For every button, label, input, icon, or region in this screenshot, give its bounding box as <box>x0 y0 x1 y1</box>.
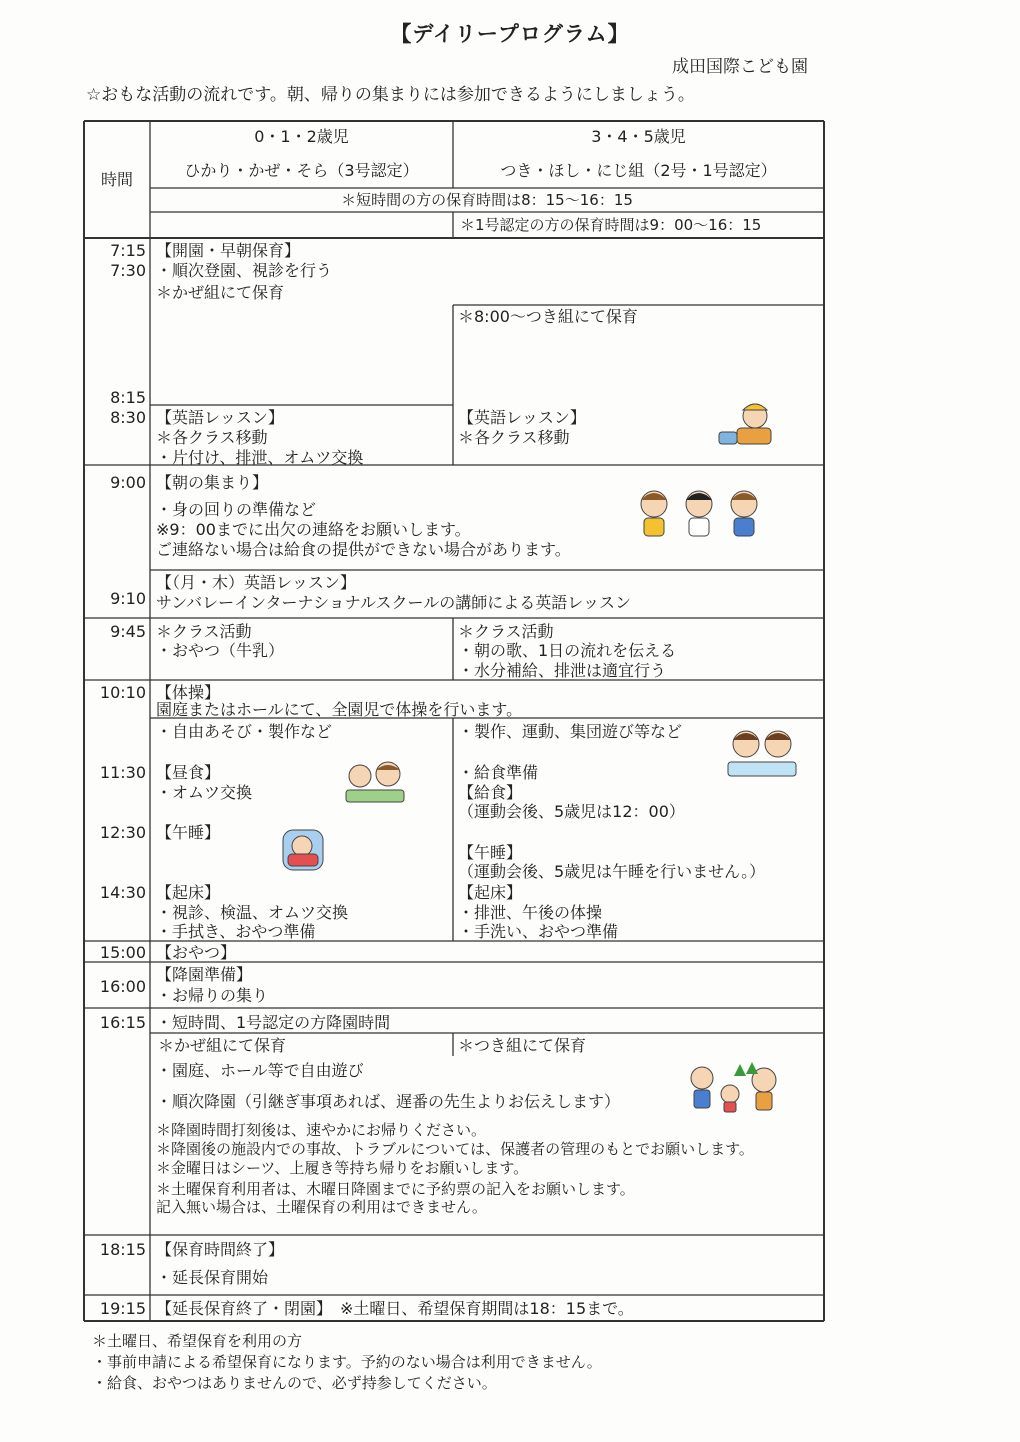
english-left-title: 【英語レッスン】 <box>156 408 284 427</box>
col2-classes: つき・ほし・にじ組（2号・1号認定） <box>500 161 777 180</box>
time-1815: 18:15 <box>99 1240 146 1259</box>
wake-left-2: ・手拭き、おやつ準備 <box>156 922 316 941</box>
class-left-2: ・おやつ（牛乳） <box>156 641 285 660</box>
wake-right-1: ・排泄、午後の体操 <box>458 903 603 922</box>
free-play-left: ・自由あそび・製作など <box>156 722 333 741</box>
lunch-left-title: 【昼食】 <box>156 763 221 782</box>
time-0815: 8:15 <box>110 388 146 407</box>
english-right-title: 【英語レッスン】 <box>458 408 586 427</box>
gym-title: 【体操】 <box>156 683 221 702</box>
morning-1: ・身の回りの準備など <box>156 500 317 519</box>
page-title: 【デイリープログラム】 <box>390 22 630 46</box>
time-1500: 15:00 <box>99 943 146 962</box>
snack-title: 【おやつ】 <box>156 943 237 962</box>
lunch-left-1: ・オムツ交換 <box>156 783 253 802</box>
class-left-1: ＊クラス活動 <box>156 622 252 641</box>
time-1430: 14:30 <box>99 883 146 902</box>
time-0900: 9:00 <box>110 473 146 492</box>
class-right-1: ＊クラス活動 <box>458 622 554 641</box>
intro-text: ☆おもな活動の流れです。朝、帰りの集まりには参加できるようにしましょう。 <box>86 85 695 105</box>
first-cert-hours-note: ＊1号認定の方の保育時間は9：00～16：15 <box>460 216 762 234</box>
time-0830: 8:30 <box>110 408 146 427</box>
lunch-right-1: （運動会後、5歳児は12：00） <box>458 802 685 821</box>
time-0945: 9:45 <box>110 622 146 641</box>
time-1600: 16:00 <box>99 977 146 996</box>
time-1230: 12:30 <box>99 823 146 842</box>
col1-age: 0・1・2歳児 <box>254 127 349 146</box>
wake-left-1: ・視診、検温、オムツ交換 <box>156 903 349 922</box>
class-right-2: ・朝の歌、1日の流れを伝える <box>458 641 677 660</box>
children-going-home-illustration <box>684 1062 790 1114</box>
organization-name: 成田国際こども園 <box>672 57 808 77</box>
open-item-1: ・順次登園、視診を行う <box>156 261 333 280</box>
sleeping-baby-illustration <box>280 826 326 874</box>
nap-right-1: （運動会後、5歳児は午睡を行いません。） <box>458 862 766 881</box>
time-1010: 10:10 <box>99 683 146 702</box>
children-holding-hands-illustration <box>632 486 766 542</box>
child-with-bag-illustration <box>715 396 779 454</box>
open-title: 【開園・早朝保育】 <box>156 241 301 260</box>
english-left-1: ＊各クラス移動 <box>156 428 268 447</box>
note-1: ＊降園時間打刻後は、速やかにお帰りください。 <box>156 1121 487 1139</box>
short-hours-note: ＊短時間の方の保育時間は8：15～16：15 <box>341 191 633 209</box>
footer-3: ・給食、おやつはありませんので、必ず持参してください。 <box>92 1374 497 1392</box>
nap-left-title: 【午睡】 <box>156 823 221 842</box>
nap-right-title: 【午睡】 <box>458 843 523 862</box>
monthu-english-1: サンバレーインターナショナルスクールの講師による英語レッスン <box>156 593 632 612</box>
wake-right-title: 【起床】 <box>458 883 523 902</box>
footer-1: ＊土曜日、希望保育を利用の方 <box>92 1332 303 1350</box>
end-title: 【保育時間終了】 <box>156 1240 285 1259</box>
short-leave: ・短時間、1号認定の方降園時間 <box>156 1013 391 1032</box>
class-right-3: ・水分補給、排泄は適宜行う <box>458 661 667 680</box>
note-4: ＊土曜保育利用者は、木曜日降園までに予約票の記入をお願いします。 <box>156 1180 635 1198</box>
time-1915: 19:15 <box>99 1299 146 1318</box>
tsuki-0800: ＊8:00～つき組にて保育 <box>458 307 638 326</box>
time-1615: 16:15 <box>99 1013 146 1032</box>
wake-right-2: ・手洗い、おやつ準備 <box>458 922 619 941</box>
note-5: 記入無い場合は、土曜保育の利用はできません。 <box>156 1198 487 1216</box>
time-1130: 11:30 <box>99 763 146 782</box>
gym-1: 園庭またはホールにて、全園児で体操を行います。 <box>156 700 523 719</box>
children-eating-illustration <box>342 760 408 806</box>
extended-end: 【延長保育終了・閉園】 ※土曜日、希望保育期間は18：15まで。 <box>156 1299 634 1318</box>
english-right-1: ＊各クラス移動 <box>458 428 570 447</box>
morning-3: ご連絡ない場合は給食の提供ができない場合があります。 <box>156 540 571 559</box>
note-3: ＊金曜日はシーツ、上履き等持ち帰りをお願いします。 <box>156 1159 529 1177</box>
tsuki-care: ＊つき組にて保育 <box>458 1036 587 1055</box>
time-header: 時間 <box>100 170 133 189</box>
play-2: ・順次降園（引継ぎ事項あれば、遅番の先生よりお伝えします） <box>156 1092 621 1111</box>
monthu-english-title: 【（月・木）英語レッスン】 <box>156 573 356 592</box>
play-1: ・園庭、ホール等で自由遊び <box>156 1061 364 1080</box>
english-left-2: ・片付け、排泄、オムツ交換 <box>156 448 364 467</box>
children-playing-illustration <box>722 724 802 780</box>
note-2: ＊降園後の施設内での事故、トラブルについては、保護者の管理のもとでお願いします。 <box>156 1140 754 1158</box>
time-0730: 7:30 <box>110 261 146 280</box>
morning-2: ※9：00までに出欠の連絡をお願いします。 <box>156 520 471 539</box>
free-play-right: ・製作、運動、集団遊び等など <box>458 722 683 741</box>
lunch-right-title: 【給食】 <box>458 783 523 802</box>
leave-prep-title: 【降園準備】 <box>156 965 253 984</box>
open-item-2: ＊かぜ組にて保育 <box>156 283 285 302</box>
leave-prep-1: ・お帰りの集り <box>156 986 269 1005</box>
kaze-care: ＊かぜ組にて保育 <box>158 1036 287 1055</box>
footer-2: ・事前申請による希望保育になります。予約のない場合は利用できません。 <box>92 1353 602 1371</box>
time-0715: 7:15 <box>110 241 146 260</box>
col2-age: 3・4・5歳児 <box>591 127 686 146</box>
col1-classes: ひかり・かぜ・そら（3号認定） <box>184 161 419 180</box>
time-0910: 9:10 <box>110 589 146 608</box>
wake-left-title: 【起床】 <box>156 883 221 902</box>
end-1: ・延長保育開始 <box>156 1268 269 1287</box>
morning-title: 【朝の集まり】 <box>156 473 269 492</box>
lunch-right-prep: ・給食準備 <box>458 763 539 782</box>
